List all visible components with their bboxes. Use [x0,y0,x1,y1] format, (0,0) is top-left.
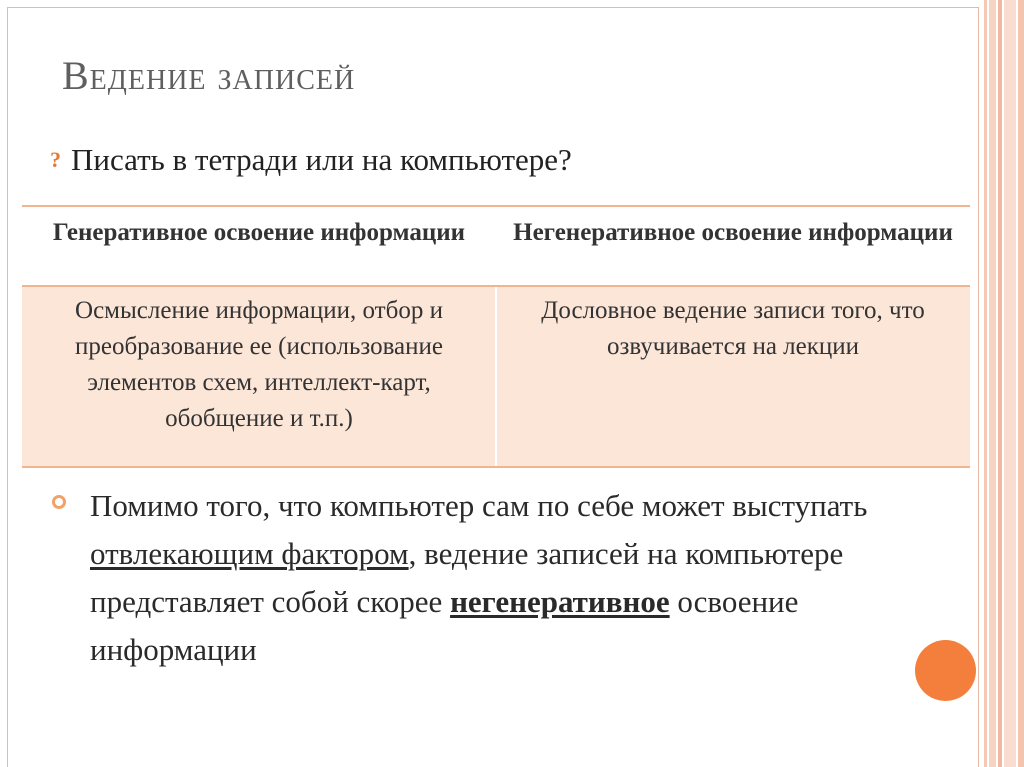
stripe [1004,0,1016,767]
bullet-text-part3: освоение информации [90,584,799,667]
stripe [989,0,996,767]
bullet-paragraph [90,482,910,674]
table-rule-bottom [22,466,970,468]
comparison-table [22,205,970,468]
stripe [998,0,1002,767]
slide-title: Ведение записей [62,53,356,98]
table-header-generative: Генеративное освоение информации [52,219,466,246]
decorative-orange-circle [915,640,976,701]
bullet-underlined-non-generative: негенеративное [450,584,670,619]
table-cell-generative: Осмысление информации, отбор и преобразование ее (использование элементов схем, интеллект-карт, обобщение и т.п.) [74,297,444,432]
question-text: Писать в тетради или на компьютере? [71,142,572,177]
table-rule-top [22,205,970,207]
stripe [1018,0,1024,767]
question-marker: ? [50,147,61,172]
table-header-non-generative: Негенеративное освоение информации [513,219,953,246]
bullet-underlined-distracting-factor: отвлекающим фактором [90,536,409,571]
table-cell-non-generative: Дословное ведение записи того, что озвучивается на лекции [541,297,925,360]
question-line [50,142,572,178]
bullet-text-part2: , ведение записей на компьютере представляет собой скорее [90,536,844,619]
bullet-circle-icon [52,495,66,509]
decorative-stripes [984,0,1024,767]
stripe [984,0,987,767]
bullet-text-part1: Помимо того, что компьютер сам по себе может выступать [90,488,868,523]
